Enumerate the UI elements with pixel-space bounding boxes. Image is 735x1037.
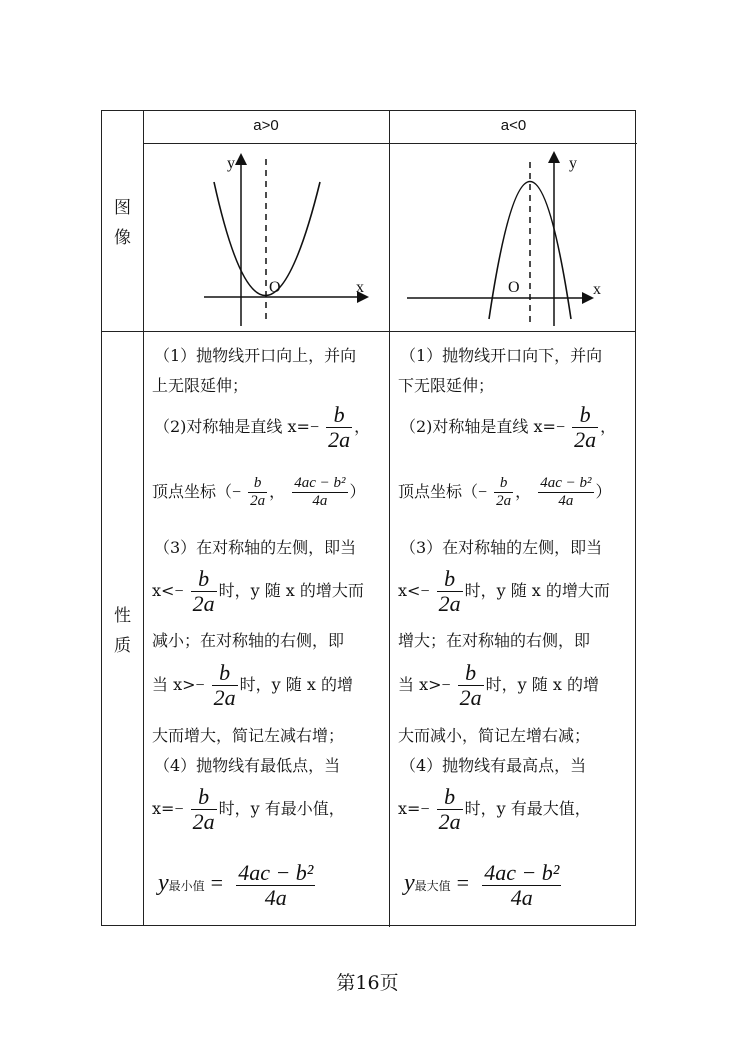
property-text: （1）抛物线开口向下，并向 (400, 346, 603, 365)
header-a-negative: a<0 (500, 117, 527, 134)
parabola-properties-table (101, 110, 636, 926)
property-formula-line: x<− $\frac{b}{2a}$ 时，y 随 x 的增大而 (152, 566, 364, 616)
property-formula-line: 当 x>− $\frac{b}{2a}$ 时，y 随 x 的增 (398, 660, 599, 710)
origin-label: O (269, 279, 281, 296)
property-text: 增大；在对称轴的右侧，即 (398, 631, 591, 650)
row-label-char: 图 (114, 198, 131, 218)
vertex-coordinates: 顶点坐标（− $\frac{b}{2a}$ ， $\frac{\text{4ac − b²}}{4a}$ ） (152, 475, 366, 509)
axis-of-symmetry-formula: （2)对称轴是直线 x=− $\frac{b}{2a}$ ， (400, 402, 617, 452)
property-text: （3）在对称轴的左侧，即当 (400, 538, 603, 557)
origin-label: O (508, 279, 520, 296)
row-label-char: 性 (114, 606, 131, 626)
graph-downward-parabola (391, 144, 637, 331)
table-divider (389, 331, 390, 927)
property-formula-line: x=− $\frac{b}{2a}$ 时，y 有最小值， (152, 784, 345, 834)
y-axis-label: y (227, 155, 235, 172)
property-text: （4）抛物线有最高点，当 (400, 756, 587, 775)
page-number: 第16页 (336, 972, 399, 994)
vertex-coordinates: 顶点坐标（− $\frac{b}{2a}$ ， $\frac{\text{4ac − b²}}{4a}$ ） (398, 475, 612, 509)
row-label-char: 像 (114, 228, 131, 248)
extreme-value-formula: y最大值 = $\frac{\text{4ac − b²}}{4a}$ (404, 860, 560, 910)
graph-upward-parabola (144, 144, 389, 331)
y-axis-label: y (569, 155, 577, 172)
table-divider (102, 331, 635, 332)
x-axis-label: x (593, 281, 601, 298)
property-text: （4）抛物线有最低点，当 (154, 756, 341, 775)
property-text: 上无限延伸； (152, 376, 249, 395)
x-axis-label: x (356, 279, 364, 296)
property-text: 下无限延伸； (398, 376, 495, 395)
row-label-image (102, 193, 143, 253)
property-formula-line: 当 x>− $\frac{b}{2a}$ 时，y 随 x 的增 (152, 660, 353, 710)
extreme-value-formula: y最小值 = $\frac{\text{4ac − b²}}{4a}$ (158, 860, 314, 910)
property-text: （1）抛物线开口向上，并向 (154, 346, 357, 365)
row-label-properties (102, 601, 143, 661)
axis-of-symmetry-formula: （2)对称轴是直线 x=− $\frac{b}{2a}$ ， (154, 402, 371, 452)
row-label-char: 质 (114, 636, 131, 656)
property-formula-line: x=− $\frac{b}{2a}$ 时，y 有最大值， (398, 784, 591, 834)
property-text: （3）在对称轴的左侧，即当 (154, 538, 357, 557)
parabola-curve (214, 182, 320, 296)
property-text: 大而增大，简记左减右增； (152, 726, 345, 745)
property-text: 减小；在对称轴的右侧，即 (152, 631, 345, 650)
property-formula-line: x<− $\frac{b}{2a}$ 时，y 随 x 的增大而 (398, 566, 610, 616)
property-text: 大而减小，简记左增右减； (398, 726, 591, 745)
header-a-positive: a>0 (253, 117, 279, 134)
